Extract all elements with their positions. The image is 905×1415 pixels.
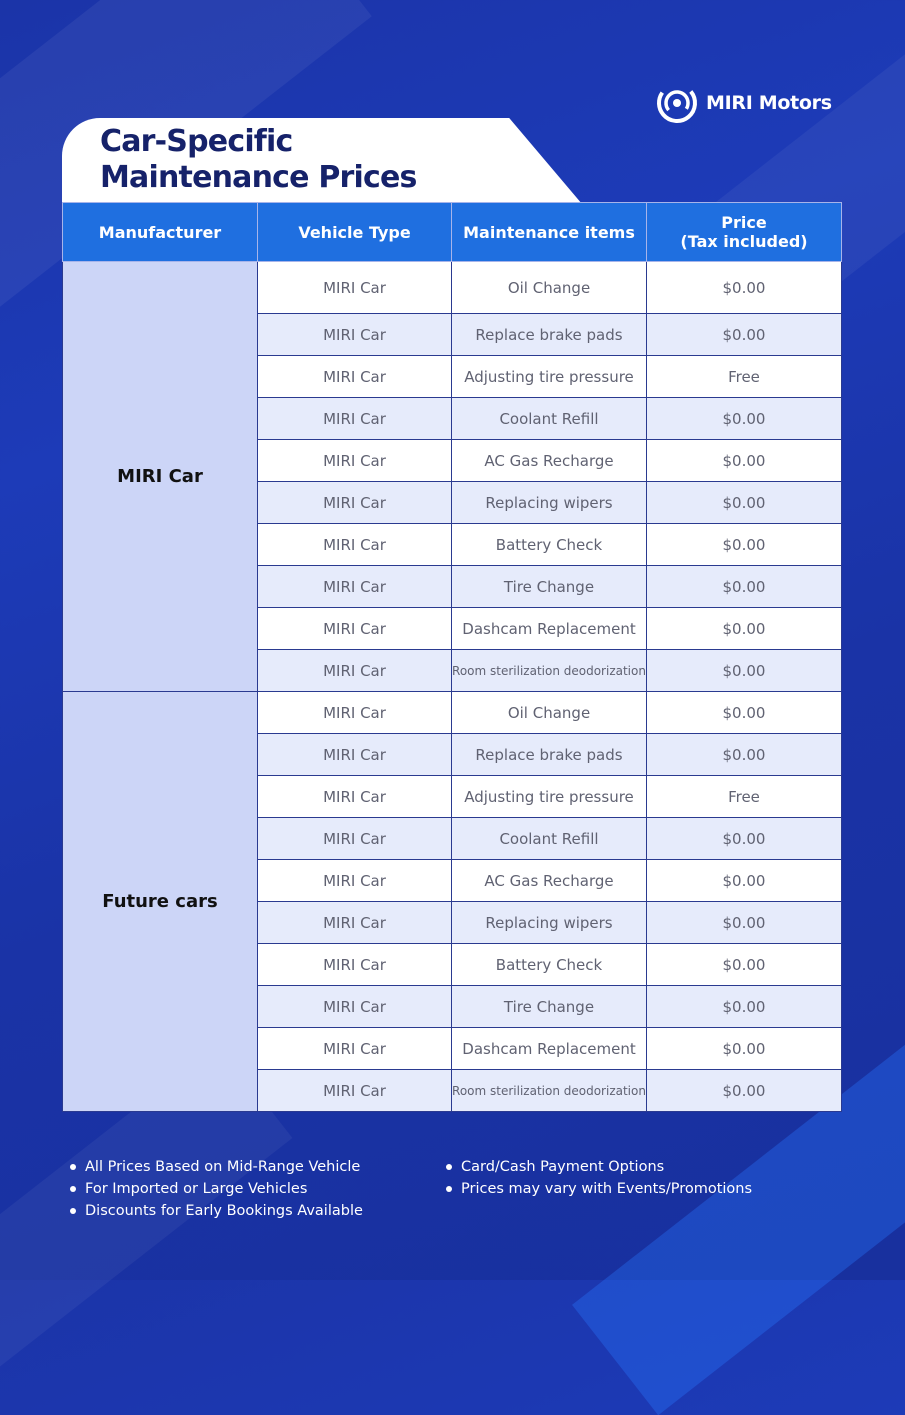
price-cell: Free [647,776,842,818]
vehicle-type-cell: MIRI Car [258,1070,452,1112]
vehicle-type-cell: MIRI Car [258,608,452,650]
note-item: Discounts for Early Bookings Available [70,1200,363,1222]
vehicle-type-cell: MIRI Car [258,818,452,860]
vehicle-type-cell: MIRI Car [258,398,452,440]
maintenance-item-cell: Replace brake pads [452,734,647,776]
vehicle-type-cell: MIRI Car [258,986,452,1028]
table-row [63,262,842,314]
vehicle-type-cell: MIRI Car [258,734,452,776]
title-line-2: Maintenance Prices [100,160,417,195]
maintenance-item-cell: AC Gas Recharge [452,440,647,482]
price-cell: $0.00 [647,734,842,776]
title-line-1: Car-Specific [100,124,293,159]
table-header-row [63,203,842,262]
price-cell: $0.00 [647,818,842,860]
maintenance-item-cell: Adjusting tire pressure [452,356,647,398]
vehicle-type-cell: MIRI Car [258,440,452,482]
maintenance-item-cell: Room sterilization deodorization [452,1070,647,1112]
price-cell: $0.00 [647,482,842,524]
maintenance-item-cell: Replace brake pads [452,314,647,356]
maintenance-item-cell: Room sterilization deodorization [452,650,647,692]
header-price-line-1: Price [721,213,767,232]
note-item: For Imported or Large Vehicles [70,1178,363,1200]
maintenance-item-cell: Tire Change [452,986,647,1028]
maintenance-item-cell: Battery Check [452,944,647,986]
header-price [647,203,842,262]
vehicle-type-cell: MIRI Car [258,692,452,734]
vehicle-type-cell: MIRI Car [258,482,452,524]
notes-left [70,1156,363,1222]
maintenance-item-cell: Dashcam Replacement [452,608,647,650]
price-cell: $0.00 [647,440,842,482]
vehicle-type-cell: MIRI Car [258,314,452,356]
swirl-logo-icon [656,82,698,124]
maintenance-item-cell: Coolant Refill [452,398,647,440]
bullet-icon [70,1186,76,1192]
brand-logo [656,82,832,124]
maintenance-item-cell: Replacing wipers [452,902,647,944]
vehicle-type-cell: MIRI Car [258,776,452,818]
price-cell: $0.00 [647,944,842,986]
page-title [100,124,460,196]
bullet-icon [70,1208,76,1214]
price-cell: $0.00 [647,262,842,314]
manufacturer-cell: Future cars [63,692,258,1112]
maintenance-item-cell: Oil Change [452,692,647,734]
notes-right [446,1156,752,1200]
table-body [63,262,842,1112]
vehicle-type-cell: MIRI Car [258,902,452,944]
table-row [63,692,842,734]
maintenance-item-cell: Dashcam Replacement [452,1028,647,1070]
maintenance-item-cell: AC Gas Recharge [452,860,647,902]
note-item: Prices may vary with Events/Promotions [446,1178,752,1200]
price-cell: $0.00 [647,566,842,608]
price-cell: $0.00 [647,650,842,692]
bullet-icon [446,1164,452,1170]
maintenance-item-cell: Tire Change [452,566,647,608]
price-cell: $0.00 [647,860,842,902]
vehicle-type-cell: MIRI Car [258,860,452,902]
note-item: Card/Cash Payment Options [446,1156,752,1178]
vehicle-type-cell: MIRI Car [258,944,452,986]
brand-name: MIRI Motors [706,92,832,114]
header-maintenance-items: Maintenance items [452,203,647,262]
note-item: All Prices Based on Mid-Range Vehicle [70,1156,363,1178]
price-cell: $0.00 [647,398,842,440]
vehicle-type-cell: MIRI Car [258,356,452,398]
vehicle-type-cell: MIRI Car [258,262,452,314]
maintenance-item-cell: Oil Change [452,262,647,314]
price-cell: $0.00 [647,1028,842,1070]
price-table [62,202,842,1112]
bullet-icon [446,1186,452,1192]
vehicle-type-cell: MIRI Car [258,566,452,608]
header-price-line-2: (Tax included) [680,232,808,251]
price-cell: $0.00 [647,524,842,566]
maintenance-item-cell: Coolant Refill [452,818,647,860]
maintenance-item-cell: Replacing wipers [452,482,647,524]
price-cell: Free [647,356,842,398]
maintenance-item-cell: Battery Check [452,524,647,566]
maintenance-item-cell: Adjusting tire pressure [452,776,647,818]
price-cell: $0.00 [647,902,842,944]
bullet-icon [70,1164,76,1170]
header-vehicle-type: Vehicle Type [258,203,452,262]
price-cell: $0.00 [647,986,842,1028]
vehicle-type-cell: MIRI Car [258,650,452,692]
title-tab-curve [470,118,582,204]
vehicle-type-cell: MIRI Car [258,524,452,566]
header-manufacturer: Manufacturer [63,203,258,262]
price-cell: $0.00 [647,692,842,734]
manufacturer-cell: MIRI Car [63,262,258,692]
price-cell: $0.00 [647,1070,842,1112]
vehicle-type-cell: MIRI Car [258,1028,452,1070]
price-cell: $0.00 [647,314,842,356]
price-cell: $0.00 [647,608,842,650]
